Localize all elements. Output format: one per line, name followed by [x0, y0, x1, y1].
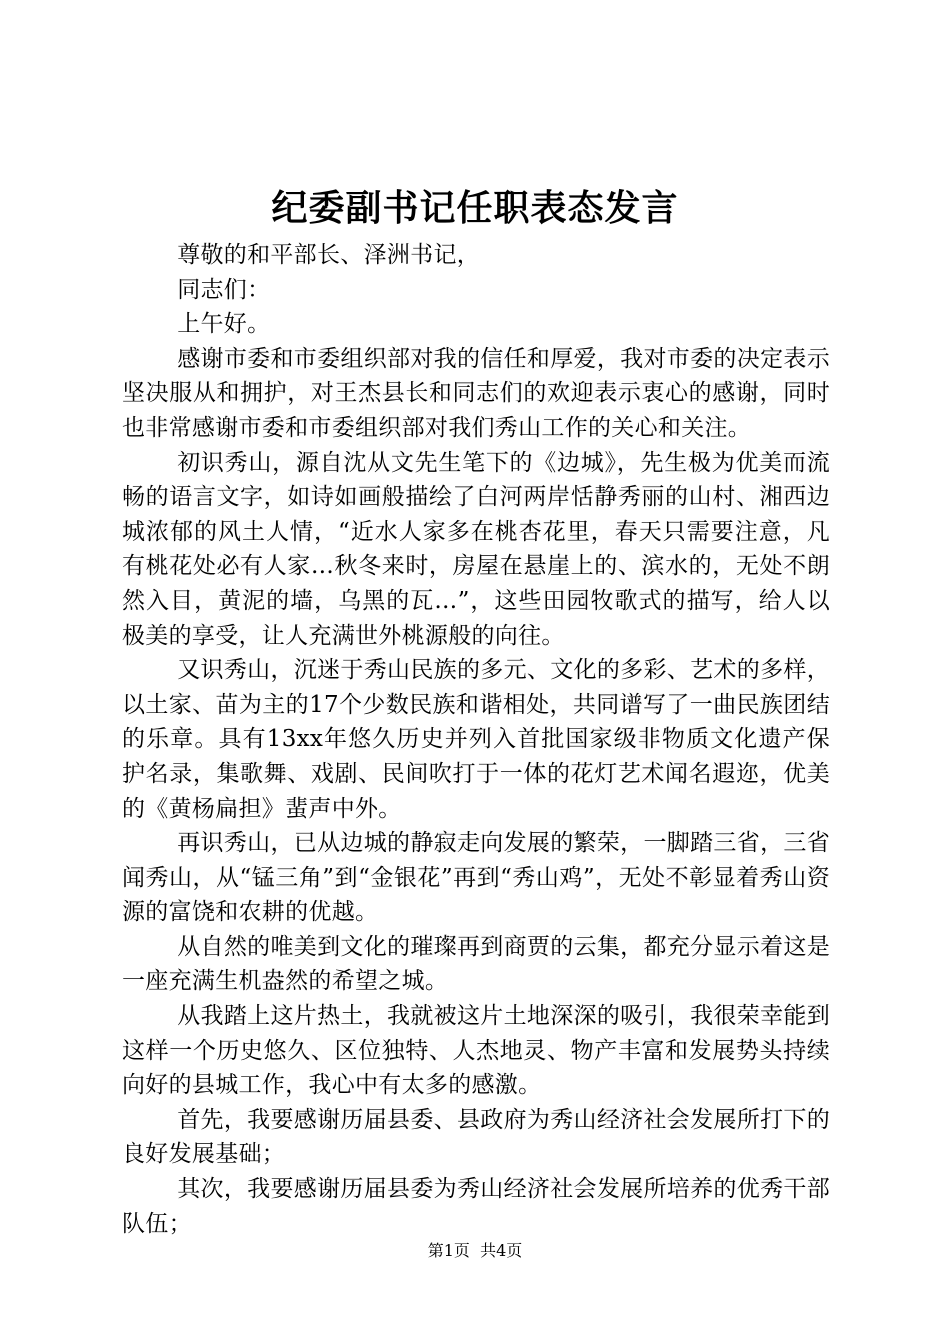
paragraph-first-thanks: 首先，我要感谢历届县委、县政府为秀山经济社会发展所打下的良好发展基础； — [122, 1106, 830, 1168]
page-footer — [0, 1240, 950, 1262]
page-number-total: 共4页 — [480, 1241, 523, 1260]
footer-separator — [470, 1241, 480, 1260]
document-title: 纪委副书记任职表态发言 — [271, 187, 679, 229]
paragraph-greeting-comrades: 同志们： — [177, 276, 271, 303]
paragraph-second-impression: 又识秀山，沉迷于秀山民族的多元、文化的多彩、艺术的多样，以土家、苗为主的17个少数民族和谐相处，共同谱写了一曲民族团结的乐章。具有13xx年悠久历史并列入首批国家级非物质文化遗产保护名录，集歌舞、戏剧、民间吹打于一体的花灯艺术闻名遐迩，优美的《黄杨扁担》蜚声中外。 — [122, 657, 830, 822]
paragraph-salutation: 尊敬的和平部长、泽洲书记， — [177, 242, 481, 268]
paragraph-third-impression: 再识秀山，已从边城的静寂走向发展的繁荣，一脚踏三省，三省闻秀山，从“锰三角”到“金银花”再到“秀山鸡”，无处不彰显着秀山资源的富饶和农耕的优越。 — [122, 830, 830, 926]
paragraph-first-impression: 初识秀山，源自沈从文先生笔下的《边城》，先生极为优美而流畅的语言文字，如诗如画般描绘了白河两岸恬静秀丽的山村、湘西边城浓郁的风土人情，“近水人家多在桃杏花里，春天只需要注意，凡有桃花处必有人家…秋冬来时，房屋在悬崖上的、滨水的，无处不朗然入目，黄泥的墙，乌黑的瓦…”，这些田园牧歌式的描写，给人以极美的享受，让人充满世外桃源般的向往。 — [122, 449, 830, 649]
paragraph-good-morning: 上午好。 — [177, 311, 271, 338]
paragraph-thanks: 感谢市委和市委组织部对我的信任和厚爱，我对市委的决定表示坚决服从和拥护，对王杰县长和同志们的欢迎表示衷心的感谢，同时也非常感谢市委和市委组织部对我们秀山工作的关心和关注。 — [122, 345, 830, 441]
document-body — [122, 238, 830, 1241]
paragraph-gratitude: 从我踏上这片热土，我就被这片土地深深的吸引，我很荣幸能到这样一个历史悠久、区位独特、人杰地灵、物产丰富和发展势头持续向好的县城工作，我心中有太多的感激。 — [122, 1003, 830, 1099]
paragraph-second-thanks: 其次，我要感谢历届县委为秀山经济社会发展所培养的优秀干部队伍； — [122, 1176, 830, 1237]
page-number-current: 第1页 — [427, 1241, 470, 1260]
paragraph-summary: 从自然的唯美到文化的璀璨再到商贾的云集，都充分显示着这是一座充满生机盎然的希望之城。 — [122, 933, 830, 995]
